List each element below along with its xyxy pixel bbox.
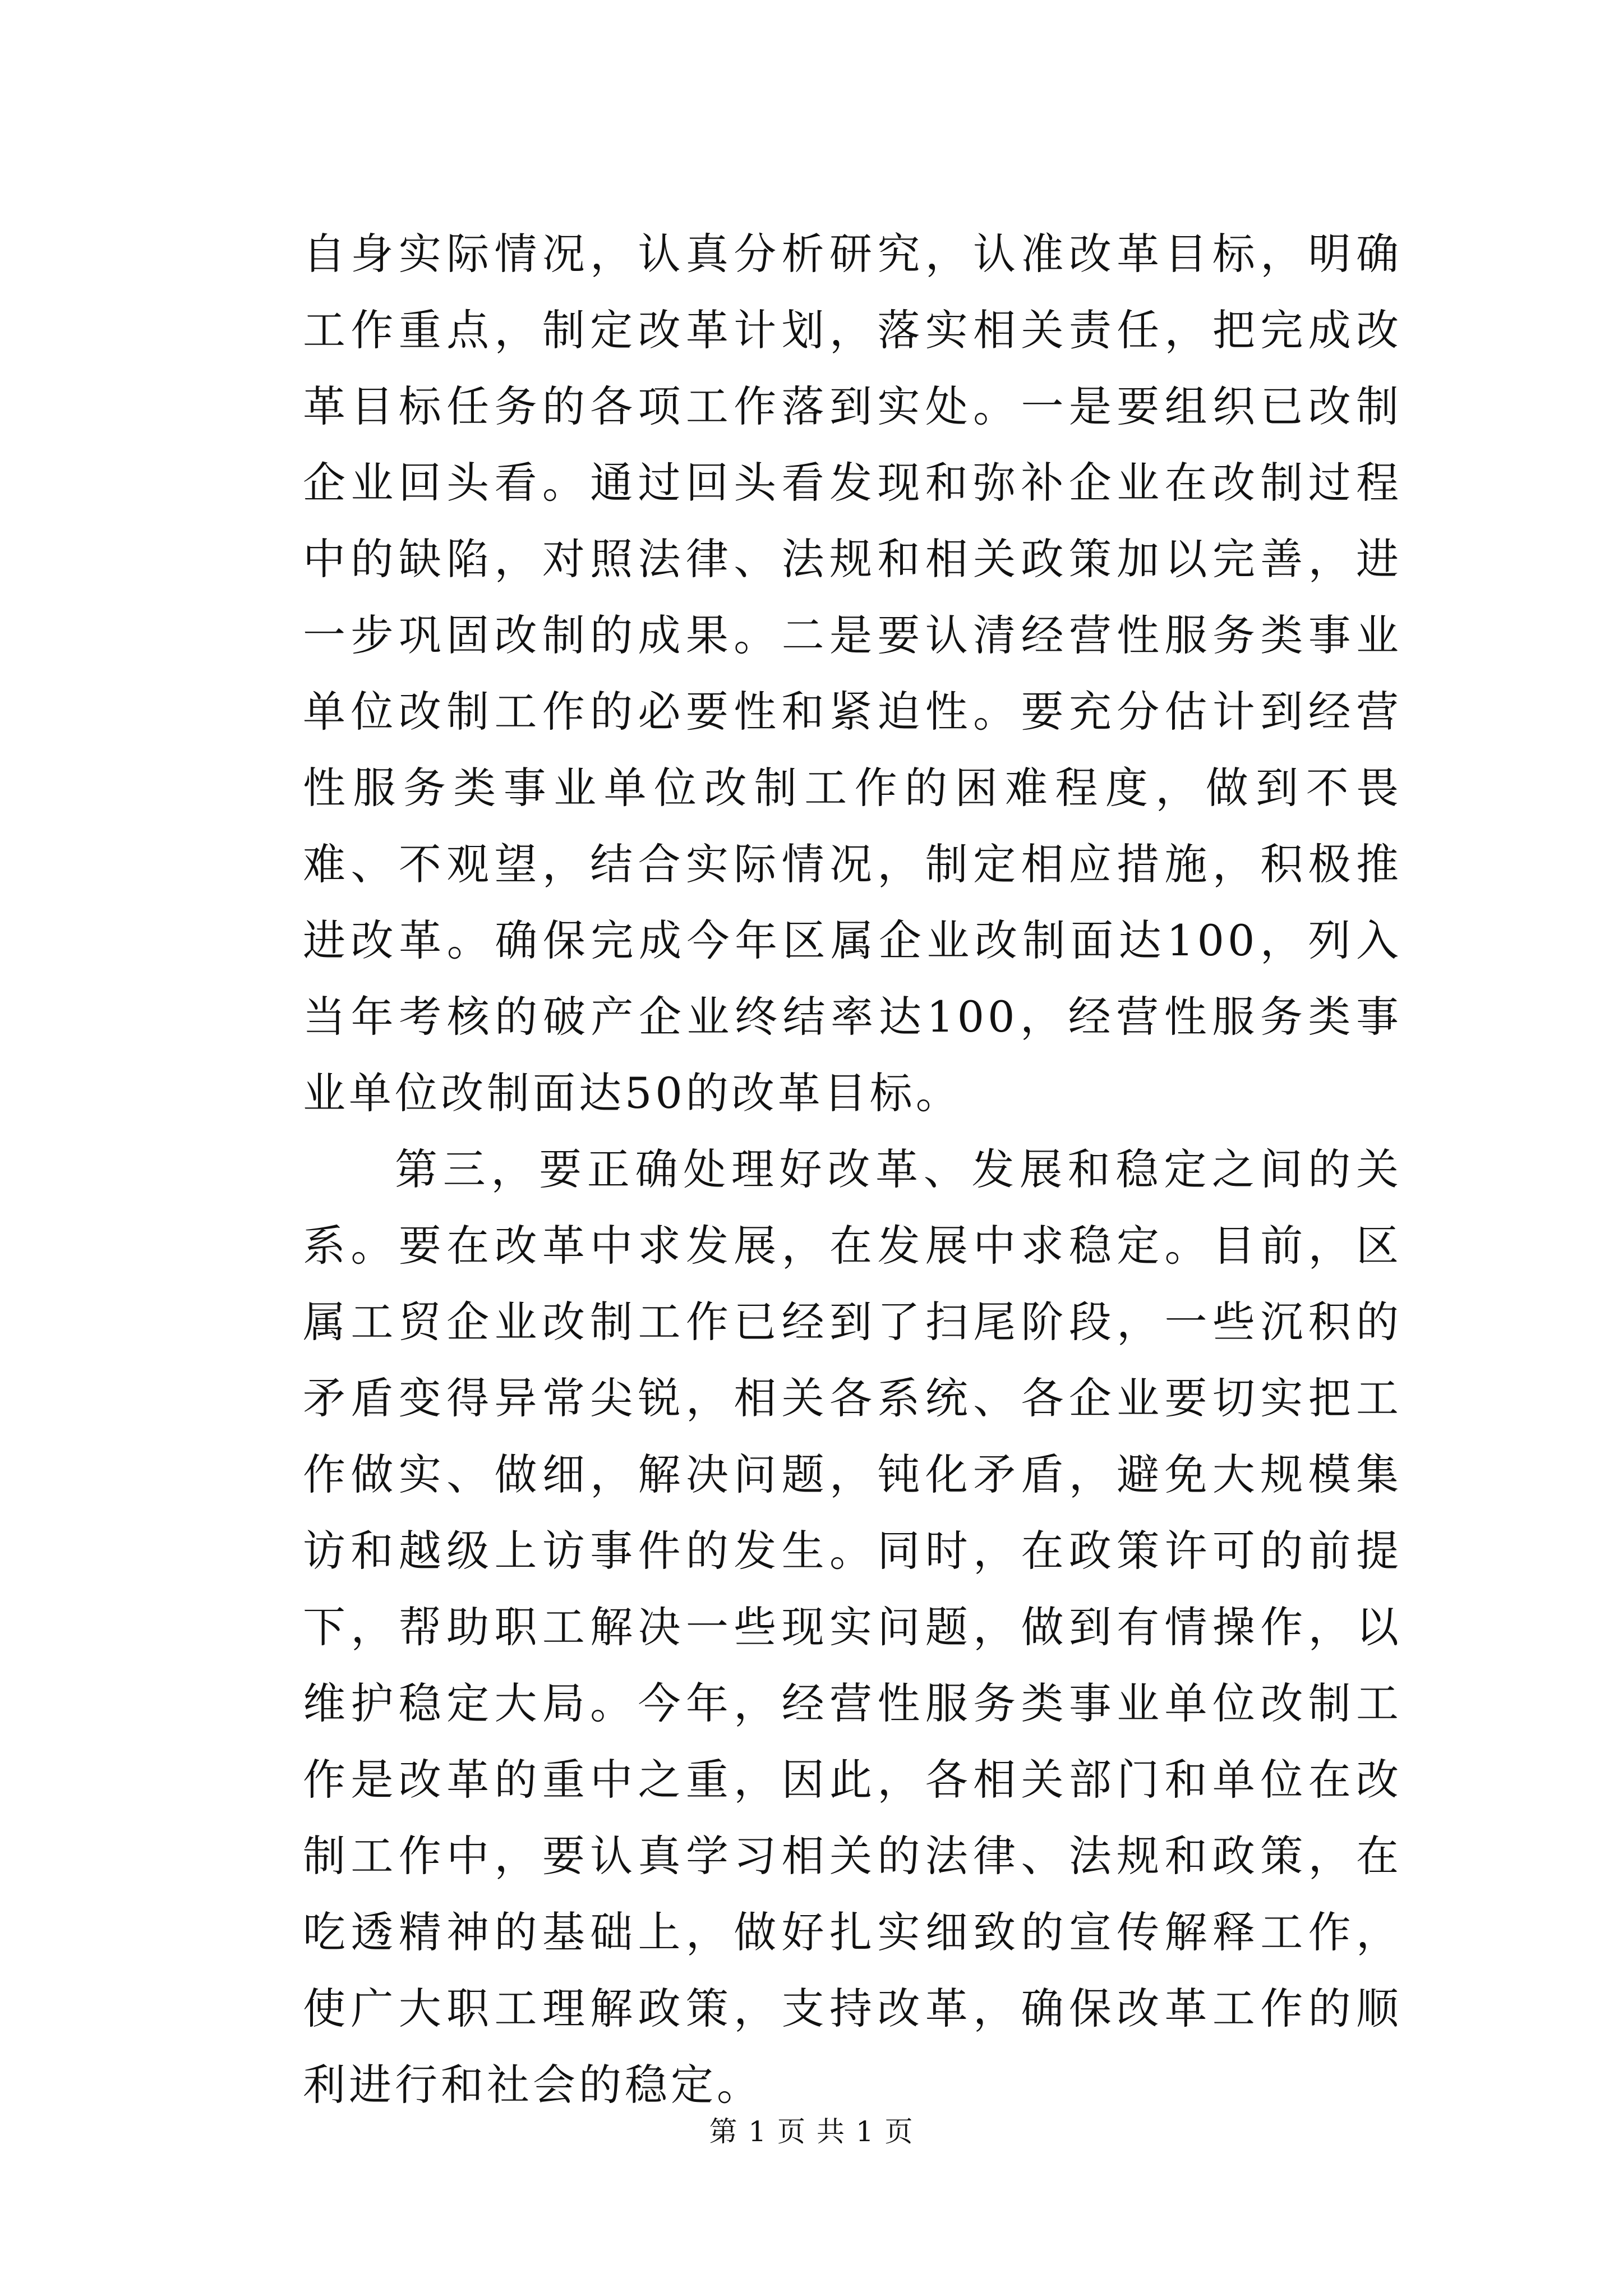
document-body — [303, 216, 1402, 2123]
paragraph-continuation: 自身实际情况，认真分析研究，认准改革目标，明确工作重点，制定改革计划，落实相关责任，把完成改革目标任务的各项工作落到实处。一是要组织已改制企业回头看。通过回头看发现和弥补企业在改制过程中的缺陷，对照法律、法规和相关政策加以完善，进一步巩固改制的成果。二是要认清经营性服务类事业单位改制工作的必要性和紧迫性。要充分估计到经营性服务类事业单位改制工作的困难程度，做到不畏难、不观望，结合实际情况，制定相应措施，积极推进改革。确保完成今年区属企业改制面达100，列入当年考核的破产企业终结率达100，经营性服务类事业单位改制面达50的改革目标。 — [303, 229, 1402, 1118]
paragraph-third-point: 第三，要正确处理好改革、发展和稳定之间的关系。要在改革中求发展，在发展中求稳定。目前，区属工贸企业改制工作已经到了扫尾阶段，一些沉积的矛盾变得异常尖锐，相关各系统、各企业要切实把工作做实、做细，解决问题，钝化矛盾，避免大规模集访和越级上访事件的发生。同时，在政策许可的前提下，帮助职工解决一些现实问题，做到有情操作，以维护稳定大局。今年，经营性服务类事业单位改制工作是改革的重中之重，因此，各相关部门和单位在改制工作中，要认真学习相关的法律、法规和政策，在吃透精神的基础上，做好扎实细致的宣传解释工作，使广大职工理解政策，支持改革，确保改革工作的顺利进行和社会的稳定。 — [303, 1144, 1402, 2110]
page-footer: 第 1 页 共 1 页 — [709, 2115, 914, 2148]
